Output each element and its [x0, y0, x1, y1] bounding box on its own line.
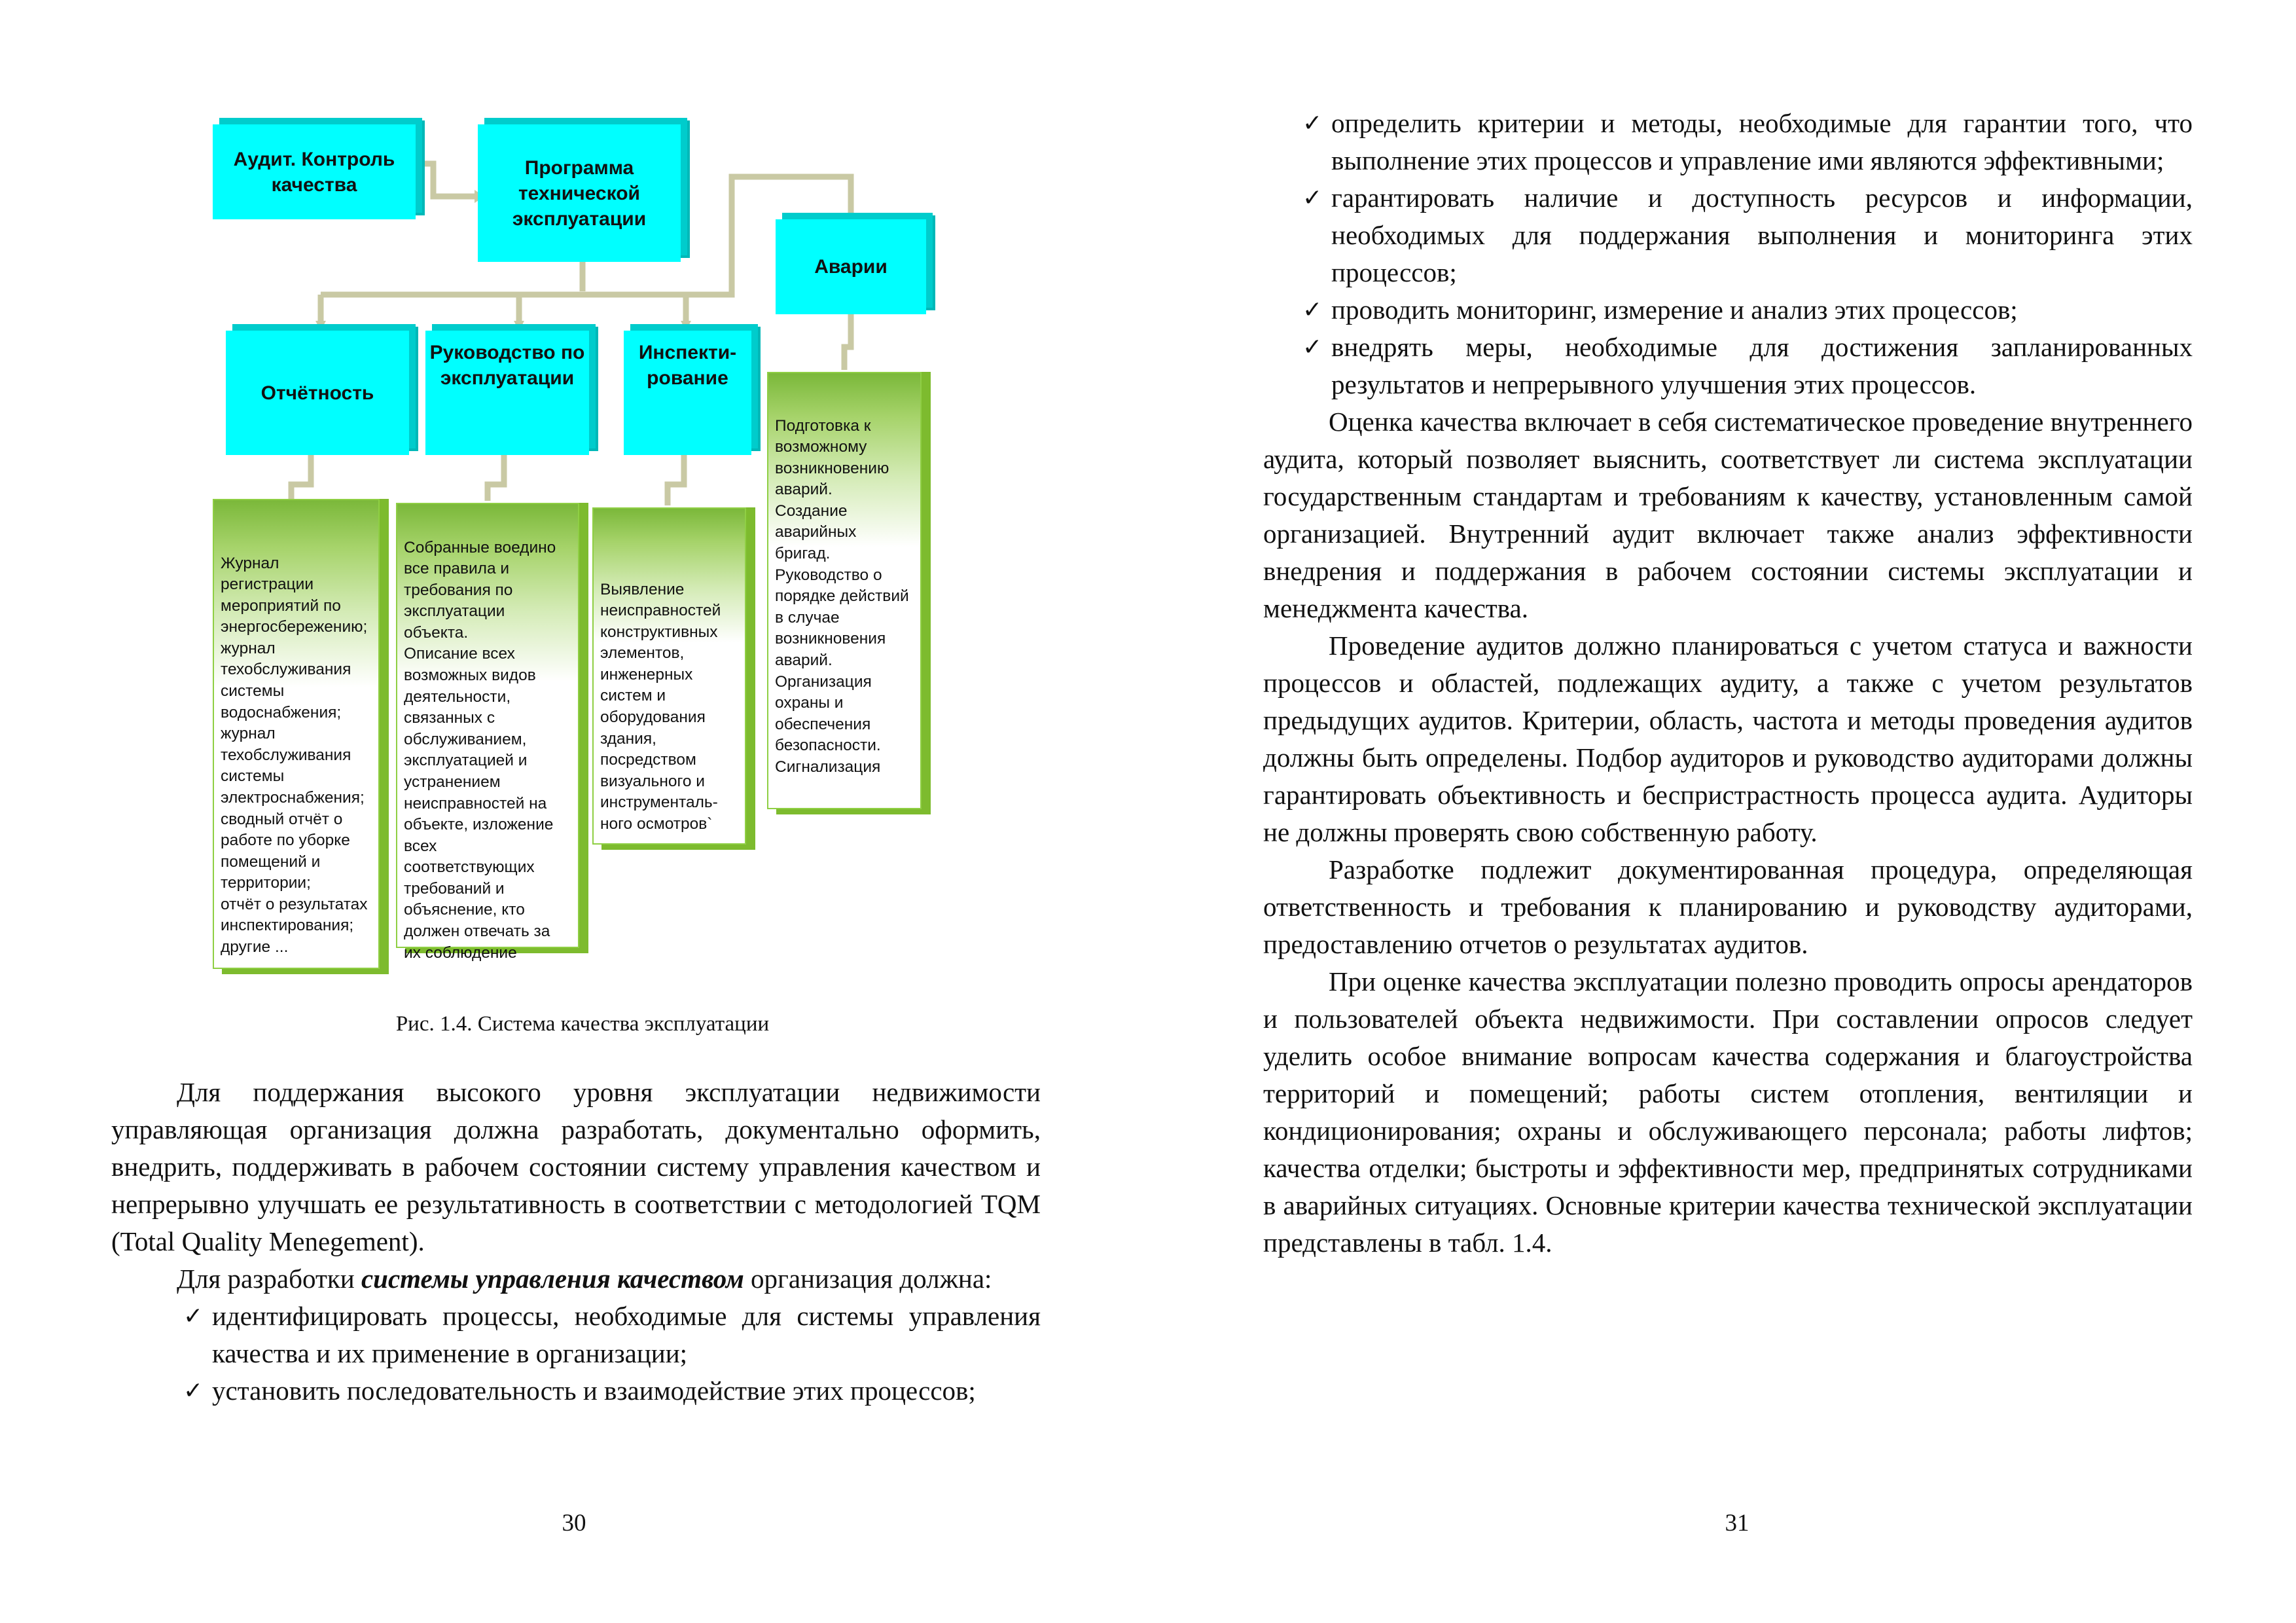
- inspection-box: [624, 331, 751, 455]
- checklist-item-text: гарантировать наличие и доступность ресурсов и информации, необходимых для поддержания выполнения и мониторинга этих процессов;: [1331, 183, 2193, 287]
- checklist-item-text: установить последовательность и взаимодействие этих процессов;: [212, 1376, 976, 1406]
- checklist-item: [1302, 105, 2193, 179]
- para2-start: Для разработки: [177, 1264, 361, 1294]
- left-body-text: [111, 1074, 1041, 1410]
- paragraph: Проведение аудитов должно планироваться с учетом статуса и важности процессов и областей, подлежащих аудиту, а также с учетом результатов предыдущих аудитов. Критерии, область, частота и методы проведения аудитов должны быть определены. Подбор аудиторов и руководство аудиторами должны гарантировать объективность и беспристрастность процесса аудита. Аудиторы не должны проверять свою собственную работу.: [1263, 630, 2193, 847]
- inspection-label: Инспекти-рование: [638, 342, 737, 389]
- check-icon: ✓: [1302, 334, 1323, 361]
- accidents-panel: [767, 372, 922, 809]
- accidents-panel-text: Подготовка к возможному возникновению аварий. Создание аварийных бригад. Руководство о порядке действий в случае возникновения аварий. Организация охраны и обеспечения безопасности. Сигнализация: [775, 416, 909, 776]
- paragraph: Для поддержания высокого уровня эксплуатации недвижимости управляющая организация должна разработать, документально оформить, внедрить, поддерживать в рабочем состоянии систему управления качеством и непрерывно улучшать ее результативность в соответствии с методологией TQM (Total Quality Menegement).: [111, 1077, 1041, 1256]
- connector-guidance-panel: [488, 452, 504, 501]
- right-body-text: [1263, 105, 2193, 1262]
- reporting-panel-text: Журнал регистрации мероприятий по энергосбережению; журнал техобслуживания системы водоснабжения; журнал техобслуживания системы электроснабжения; сводный отчёт о работе по уборке помещений и территории; отчёт о результатах инспектирования; другие ...: [221, 554, 368, 956]
- accidents-label: Аварии: [814, 256, 888, 278]
- arrow-head-guidance: [514, 321, 524, 331]
- connector-audit-program: [422, 164, 475, 196]
- quality-system-diagram: [0, 0, 1148, 1021]
- paragraph: Разработке подлежит документированная процедура, определяющая ответственность и требования к планированию и руководству аудиторами, предоставлению отчетов о результатах аудитов.: [1263, 854, 2193, 959]
- figure-caption: Рис. 1.4. Система качества эксплуатации: [395, 1012, 770, 1036]
- audit-box: [213, 124, 416, 219]
- checklist-item: [1302, 179, 2193, 291]
- emphasis-text: системы управления качеством: [361, 1264, 744, 1294]
- reporting-label: Отчётность: [260, 382, 374, 404]
- paragraph: Оценка качества включает в себя систематическое проведение внутреннего аудита, который позволяет выяснить, соответствует ли система эксплуатации государственным стандартам и требованиям к качеству, установленным самой организацией. Внутренний аудит включает также анализ эффективности внедрения и поддержания в рабочем состоянии системы эксплуатации и менеджмента качества.: [1263, 407, 2193, 623]
- check-icon: ✓: [183, 1303, 204, 1330]
- arrow-head-reporting: [315, 321, 326, 331]
- checklist: [111, 1298, 1041, 1410]
- checklist-item: [1302, 329, 2193, 403]
- guidance-box: [425, 331, 589, 455]
- checklist-item: [1302, 291, 2193, 329]
- checklist-item-text: идентифицировать процессы, необходимые для системы управления качества и их применение в организации;: [212, 1301, 1041, 1368]
- arrow-head-inspection: [681, 321, 691, 331]
- inspection-panel: [592, 507, 746, 845]
- checklist-item-text: внедрять меры, необходимые для достижения запланированных результатов и непрерывного улучшения этих процессов.: [1331, 332, 2193, 399]
- check-icon: ✓: [1302, 297, 1323, 323]
- checklist-item: [183, 1372, 1041, 1410]
- check-icon: ✓: [1302, 110, 1323, 137]
- page-number-right: 31: [1725, 1510, 1749, 1537]
- connector-reporting-panel: [291, 455, 311, 499]
- para2-end: организация должна:: [744, 1264, 992, 1294]
- page-number-left: 30: [562, 1510, 586, 1537]
- audit-label: Аудит. Контроль качества: [233, 148, 395, 196]
- checklist-item: [183, 1298, 1041, 1372]
- guidance-panel: [396, 503, 579, 962]
- check-icon: ✓: [1302, 185, 1323, 211]
- checklist-item-text: проводить мониторинг, измерение и анализ этих процессов;: [1331, 295, 2018, 325]
- check-icon: ✓: [183, 1377, 204, 1404]
- right-page: [1148, 0, 2296, 1623]
- connector-inspection-panel: [668, 452, 684, 505]
- paragraph-intro: [111, 1260, 1041, 1298]
- guidance-panel-text: Собранные воедино все правила и требования по эксплуатации объекта. Описание всех возможных видов деятельности, связанных с обслуживанием, эксплуатацией и устранением неисправностей на объекте, изложение всех соответствующих требований и объяснение, кто должен отвечать за их соблюдение: [404, 538, 556, 962]
- reporting-panel: [213, 499, 380, 969]
- program-label: Программа технической эксплуатации: [512, 156, 647, 230]
- reporting-box: [226, 331, 409, 455]
- checklist: [1263, 105, 2193, 403]
- connector-accidents-panel: [844, 314, 851, 370]
- checklist-item-text: определить критерии и методы, необходимые для гарантии того, что выполнение этих процессов и управление ими являются эффективными;: [1331, 108, 2193, 175]
- inspection-panel-text: Выявление неисправностей конструктивных элементов, инженерных систем и оборудования здания, посредством визуального и инструменталь-ного осмотров`: [600, 580, 721, 833]
- accidents-box: [776, 219, 926, 314]
- program-box: [478, 124, 681, 262]
- guidance-label: Руководство по эксплуатации: [429, 342, 585, 389]
- paragraph: При оценке качества эксплуатации полезно проводить опросы арендаторов и пользователей объекта недвижимости. При составлении опросов следует уделить особое внимание вопросам качества содержания и благоустройства территорий и помещений; работы систем отопления, вентиляции и кондиционирования; охраны и обслуживающего персонала; работы лифтов; качества отделки; быстроты и эффективности мер, предпринятых сотрудниками в аварийных ситуациях. Основные критерии качества технической эксплуатации представлены в табл. 1.4.: [1263, 966, 2193, 1258]
